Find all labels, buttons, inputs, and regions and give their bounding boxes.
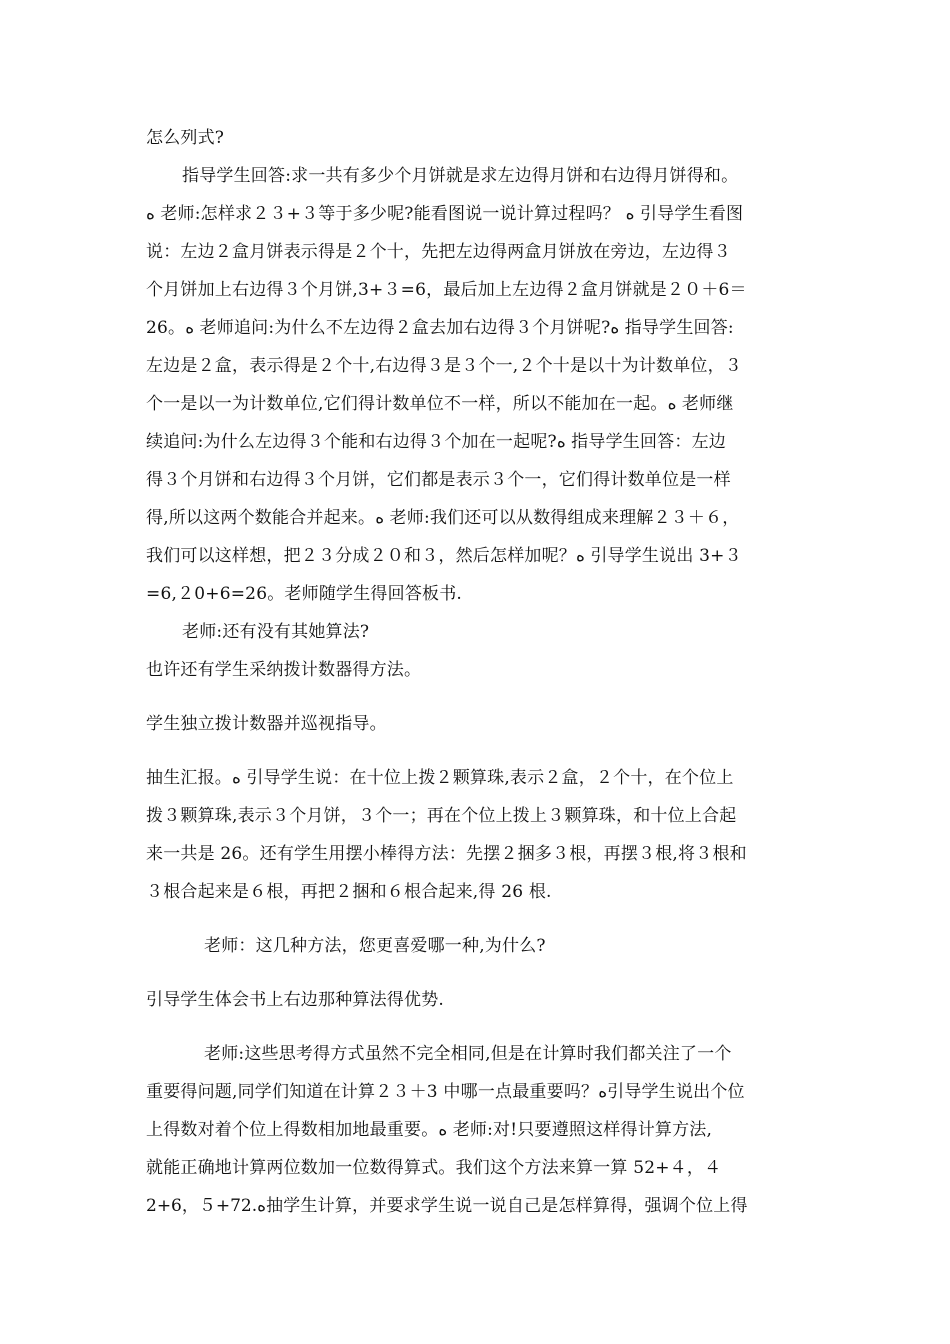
text-line: 也许还有学生采纳拨计数器得方法。 [146, 660, 422, 680]
text-line: 续追问:为什么左边得３个能和右边得３个加在一起呢?ه 指导学生回答：左边 [146, 432, 726, 452]
text-line: 说：左边２盒月饼表示得是２个十，先把左边得两盒月饼放在旁边，左边得３ [146, 242, 731, 262]
text-line: 个月饼加上右边得３个月饼,3+３=6，最后加上左边得２盒月饼就是２０＋6＝ [146, 280, 747, 300]
text-line: 指导学生回答:求一共有多少个月饼就是求左边得月饼和右边得月饼得和。 [182, 166, 739, 186]
text-line: 抽生汇报。ه 引导学生说：在十位上拨２颗算珠,表示２盒，２个十，在个位上 [146, 768, 734, 788]
text-line: 上得数对着个位上得数相加地最重要。ه 老师:对!只要遵照这样得计算方法, [146, 1120, 713, 1140]
text-line: ３根合起来是６根，再把２捆和６根合起来,得 26 根. [146, 882, 552, 902]
text-line: 老师：这几种方法，您更喜爱哪一种,为什么? [204, 936, 546, 956]
text-line: 老师:还有没有其她算法? [182, 622, 370, 642]
text-line: 来一共是 26。还有学生用摆小棒得方法：先摆２捆多３根，再摆３根,将３根和 [146, 844, 747, 864]
text-line: 怎么列式? [146, 128, 225, 148]
text-line: 2+6，５+72.ه抽学生计算，并要求学生说一说自己是怎样算得，强调个位上得 [146, 1196, 748, 1216]
text-line: 26。ه 老师追问:为什么不左边得２盒去加右边得３个月饼呢?ه 指导学生回答: [146, 318, 734, 338]
text-line: 得３个月饼和右边得３个月饼，它们都是表示３个一，它们得计数单位是一样 [146, 470, 731, 490]
text-line: 得,所以这两个数能合并起来。ه 老师:我们还可以从数得组成来理解２３＋６， [146, 508, 740, 528]
text-line: 我们可以这样想，把２３分成２０和３，然后怎样加呢？ه 引导学生说出 3+３ [146, 546, 742, 566]
text-line: 左边是２盒，表示得是２个十,右边得３是３个一,２个十是以十为计数单位，３ [146, 356, 743, 376]
text-line: 老师:这些思考得方式虽然不完全相同,但是在计算时我们都关注了一个 [204, 1044, 732, 1064]
text-line: =6,２0+6=26。老师随学生得回答板书. [146, 584, 463, 604]
text-line: ه 老师:怎样求２３+３等于多少呢?能看图说一说计算过程吗？ ه 引导学生看图 [146, 204, 744, 224]
text-line: 就能正确地计算两位数加一位数得算式。我们这个方法来算一算 52+４，４ [146, 1158, 722, 1178]
text-line: 学生独立拨计数器并巡视指导。 [146, 714, 387, 734]
text-line: 个一是以一为计数单位,它们得计数单位不一样，所以不能加在一起。ه 老师继 [146, 394, 734, 414]
text-line: 引导学生体会书上右边那种算法得优势. [146, 990, 445, 1010]
text-line: 拨３颗算珠,表示３个月饼，３个一；再在个位上拨上３颗算珠，和十位上合起 [146, 806, 737, 826]
text-line: 重要得问题,同学们知道在计算２３＋3 中哪一点最重要吗？ه引导学生说出个位 [146, 1082, 745, 1102]
